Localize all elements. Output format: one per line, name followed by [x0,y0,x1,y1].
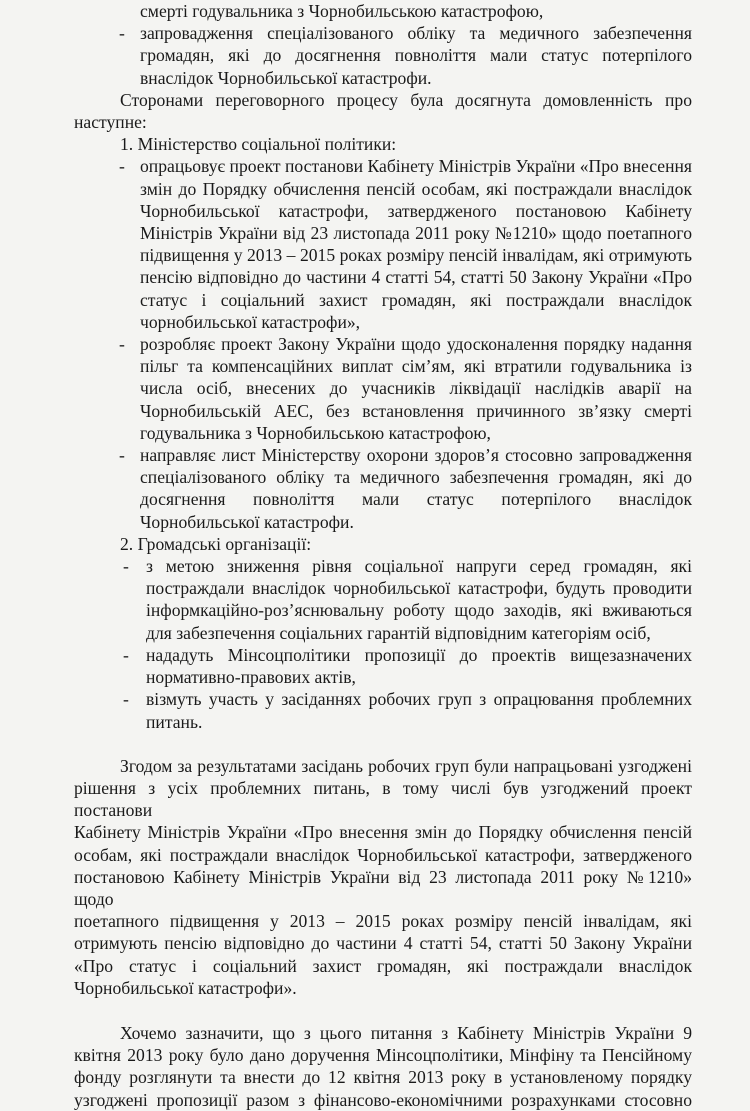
text-line: пенсію відповідно до частини 4 статті 54, статті 50 Закону України «Про [140,267,692,288]
list-item [74,688,692,732]
text-line: квітня 2013 року було дано доручення Мінсоцполітики, Мінфіну та Пенсійному [74,1045,692,1066]
text-line: інформкаційно-роз’яснювальну роботу щодо заходів, які вживаються [146,600,692,621]
text-line: з метою зниження рівня соціальної напруги серед громадян, які [146,556,692,577]
text-line: внаслідок Чорнобильської катастрофи. [140,67,432,88]
text-line: запровадження спеціалізованого обліку та медичного забезпечення [140,23,692,44]
text-line: поетапного підвищення у 2013 – 2015 роках розміру пенсій інвалідам, які [74,911,692,932]
bullet-dash: - [123,644,129,665]
bullet-dash: - [119,156,125,177]
bullet-dash: - [123,556,129,577]
instruction-paragraph [74,1022,692,1111]
text-line: Чорнобильської катастрофи». [74,977,297,998]
text-line: візмуть участь у засіданнях робочих груп з опрацювання проблемних [146,689,692,710]
text-line: розробляє проект Закону України щодо удосконалення порядку надання [140,334,692,355]
text-line: отримують пенсію відповідно до частини 4 статті 54, статті 50 Закону України [74,933,692,954]
text-line: Чорнобильської катастрофи, затвердженого постановою Кабінету [140,200,692,221]
results-paragraph [74,755,692,999]
text-line: пільг та компенсаційних виплат сім’ям, які втратили годувальника із [140,356,692,377]
list-item [74,644,692,688]
bullet-dash: - [123,689,129,710]
text-line: «Про статус і соціальний захист громадян, які постраждали внаслідок [74,955,692,976]
text-line: постраждали внаслідок чорнобильської катастрофи, будуть проводити [146,578,692,599]
text-line: Сторонами переговорного процесу була досягнута домовленність про [120,89,692,110]
list-item [74,333,692,444]
text-line: Кабінету Міністрів України «Про внесення змін до Порядку обчислення пенсій [74,822,692,843]
text-line: спеціалізованого обліку та медичного забезпечення громадян, які до [140,467,692,488]
text-line: Хочемо зазначити, що з цього питання з Кабінету Міністрів України 9 [120,1022,692,1043]
text-line: Чорнобильській АЕС, без встановлення причинного зв’язку смерті [140,400,692,421]
text-line: Міністрів України від 23 листопада 2011 року №1210» щодо поетапного [140,223,692,244]
text-line: статус і соціальний захист громадян, які постраждали внаслідок [140,289,692,310]
text-line: постановою Кабінету Міністрів України від 23 листопада 2011 року №1210» щодо [74,866,692,909]
bullet-dash: - [119,23,125,44]
text-line: Чорнобильської катастрофи. [140,511,354,532]
paragraph-spacer [74,999,692,1022]
text-line: досягнення повноліття мали статус потерпілого внаслідок [140,489,692,510]
agreement-intro-paragraph [74,89,692,133]
text-line: підвищення у 2013 – 2015 роках розміру пенсій інвалідам, які отримують [140,245,692,266]
text-line: рішення з усіх проблемних питань, в тому числі був узгоджений проект постанови [74,777,692,821]
list-item [74,444,692,533]
text-line: опрацьовує проект постанови Кабінету Міністрів України «Про внесення [140,156,692,177]
text-line: змін до Порядку обчислення пенсій особам, які постраждали внаслідок [140,178,692,199]
text-line: числа осіб, внесених до учасників ліквідації наслідків аварії на [140,378,692,399]
continued-list-item [74,0,692,22]
list-item [74,22,692,89]
text-line: громадян, які до досягнення повноліття мали статус потерпілого [140,45,692,66]
text-line: фонду розглянути та внести до 12 квітня 2013 року в установленому порядку [74,1067,692,1088]
text-line: чорнобильської катастрофи», [140,311,361,332]
paragraph-spacer [74,733,692,755]
text-line: направляє лист Міністерству охорони здоров’я стосовно запровадження [140,445,692,466]
text-line: смерті годувальника з Чорнобильською катастрофою, [140,1,544,21]
text-line: особам, які постраждали внаслідок Чорнобильської катастрофи, затвердженого [74,844,692,865]
text-line: нададуть Мінсоцполітики пропозиції до проектів вищезазначених [146,644,692,665]
bullet-dash: - [119,334,125,355]
text-line: питань. [146,711,203,732]
text-line: наступне: [74,112,147,133]
list-item [74,155,692,333]
bullet-dash: - [119,445,125,466]
list-item [74,555,692,644]
text-line: нормативно-правових актів, [146,667,356,688]
text-line: годувальника з Чорнобильською катастрофою, [140,422,491,443]
section-heading-ministry: 1. Міністерство соціальної політики: [120,134,397,155]
text-line: для забезпечення соціальних гарантій відповідним категоріям осіб, [146,622,651,643]
section-heading-organizations: 2. Громадські організації: [120,533,312,554]
text-line: Згодом за результатами засідань робочих груп були напрацьовані узгоджені [120,755,692,776]
text-line: узгоджені пропозиції разом з фінансово-економічними розрахунками стосовно [74,1089,692,1110]
